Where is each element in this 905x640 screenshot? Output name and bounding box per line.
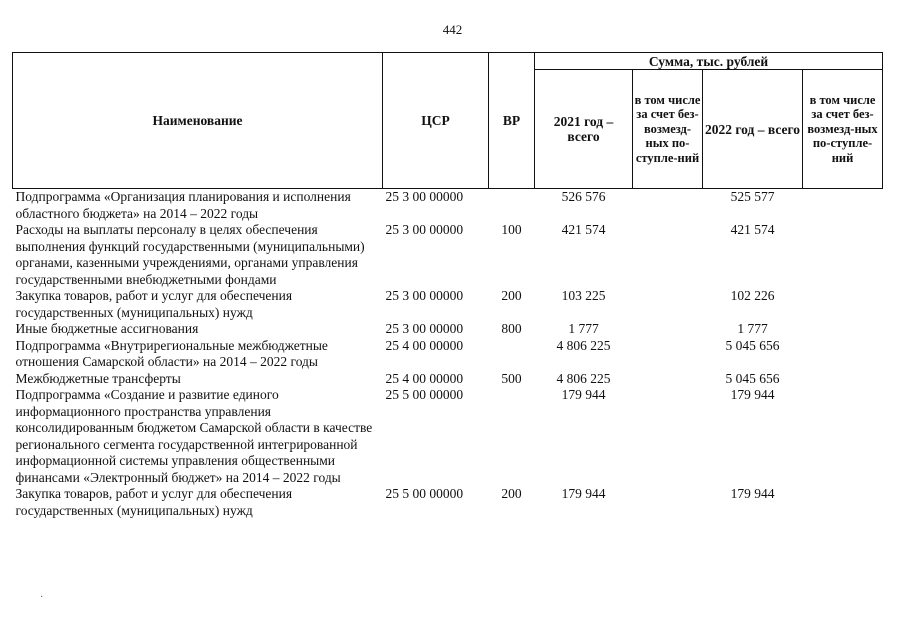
cell-2022-free [803, 222, 883, 288]
cell-name: Закупка товаров, работ и услуг для обеспечения государственных (муниципальных) нужд [15, 486, 293, 518]
cell-name: Подпрограмма «Внутрирегиональные межбюджетные отношения Самарской области» на 2014 – 2022 годы [15, 337, 328, 369]
cell-2021-free [633, 387, 703, 486]
cell-2021-total: 4 806 225 [556, 337, 611, 353]
table-header [13, 53, 883, 189]
page-number: 442 [442, 22, 463, 37]
cell-vr: 200 [501, 288, 522, 303]
cell-2022-total: 5 045 656 [725, 337, 780, 353]
cell-2022-free [803, 321, 883, 338]
cell-name: Подпрограмма «Организация планирования и исполнения областного бюджета» на 2014 – 2022 годы [15, 189, 351, 221]
cell-2021-free [633, 486, 703, 519]
scan-mark: · [40, 592, 44, 603]
cell-2021-total: 103 225 [561, 288, 606, 303]
cell-2022-total: 102 226 [730, 288, 775, 303]
cell-csr: 25 4 00 00000 [385, 370, 464, 386]
budget-table [12, 52, 883, 519]
cell-2022-free [803, 189, 883, 223]
cell-vr [489, 338, 535, 371]
table-row [13, 222, 883, 288]
header-2022-total: 2022 год – всего [703, 70, 803, 189]
table-row [13, 371, 883, 388]
cell-2022-free [803, 288, 883, 321]
cell-csr: 25 3 00 00000 [385, 321, 464, 336]
cell-2021-free [633, 288, 703, 321]
cell-2022-total: 5 045 656 [725, 370, 780, 386]
cell-2022-free [803, 387, 883, 486]
cell-csr: 25 5 00 00000 [385, 486, 464, 501]
cell-vr [489, 387, 535, 486]
cell-2021-total: 4 806 225 [556, 370, 611, 386]
table-row [13, 288, 883, 321]
header-name: Наименование [13, 53, 383, 189]
header-csr: ЦСР [383, 53, 489, 189]
cell-2022-free [803, 371, 883, 388]
cell-2021-total: 179 944 [561, 387, 606, 402]
cell-vr: 100 [501, 222, 522, 237]
cell-2022-total: 421 574 [730, 222, 775, 237]
cell-2021-free [633, 371, 703, 388]
table-body [13, 189, 883, 520]
header-2022-free: в том числе за счет без-возмезд-ных по-ступле-ний [803, 70, 883, 189]
cell-2022-total: 525 577 [730, 189, 775, 204]
cell-2021-total: 179 944 [561, 486, 606, 501]
cell-vr [489, 189, 535, 223]
cell-vr: 200 [501, 486, 522, 501]
cell-2021-total: 526 576 [561, 189, 606, 204]
table-row [13, 321, 883, 338]
cell-name: Иные бюджетные ассигнования [15, 321, 199, 336]
cell-2022-total: 179 944 [730, 387, 775, 402]
cell-2021-free [633, 222, 703, 288]
cell-2022-total: 179 944 [730, 486, 775, 501]
cell-2021-free [633, 189, 703, 223]
cell-2021-free [633, 321, 703, 338]
cell-2022-total: 1 777 [737, 321, 768, 336]
cell-2022-free [803, 486, 883, 519]
cell-name: Расходы на выплаты персоналу в целях обеспечения выполнения функций государственными (муниципальными) органами, казенными учреждениями, органами управления государственными внебюджетными фондами [15, 222, 365, 287]
cell-csr: 25 3 00 00000 [385, 222, 464, 237]
header-vr: ВР [489, 53, 535, 189]
cell-vr: 800 [501, 321, 522, 336]
cell-csr: 25 5 00 00000 [385, 387, 464, 402]
cell-name: Подпрограмма «Создание и развитие единого информационного пространства управления консолидированным бюджетом Самарской области в качестве регионального сегмента государственной интегрированной информационной системы управления общественными финансами «Электронный бюджет» на 2014 – 2022 годы [15, 387, 373, 485]
cell-2021-total: 1 777 [568, 321, 599, 336]
table-row [13, 387, 883, 486]
cell-name: Межбюджетные трансферты [15, 370, 181, 386]
cell-csr: 25 4 00 00000 [385, 337, 464, 353]
header-sum-group: Сумма, тыс. рублей [535, 53, 883, 70]
table-row [13, 486, 883, 519]
header-2021-free: в том числе за счет без-возмезд-ных по-ступле-ний [633, 70, 703, 189]
cell-name: Закупка товаров, работ и услуг для обеспечения государственных (муниципальных) нужд [15, 288, 293, 320]
cell-vr: 500 [501, 370, 522, 386]
cell-2021-free [633, 338, 703, 371]
cell-csr: 25 3 00 00000 [385, 288, 464, 303]
cell-csr: 25 3 00 00000 [385, 189, 464, 204]
cell-2021-total: 421 574 [561, 222, 606, 237]
table-row [13, 338, 883, 371]
header-2021-total: 2021 год – всего [535, 70, 633, 189]
cell-2022-free [803, 338, 883, 371]
table-row [13, 189, 883, 223]
